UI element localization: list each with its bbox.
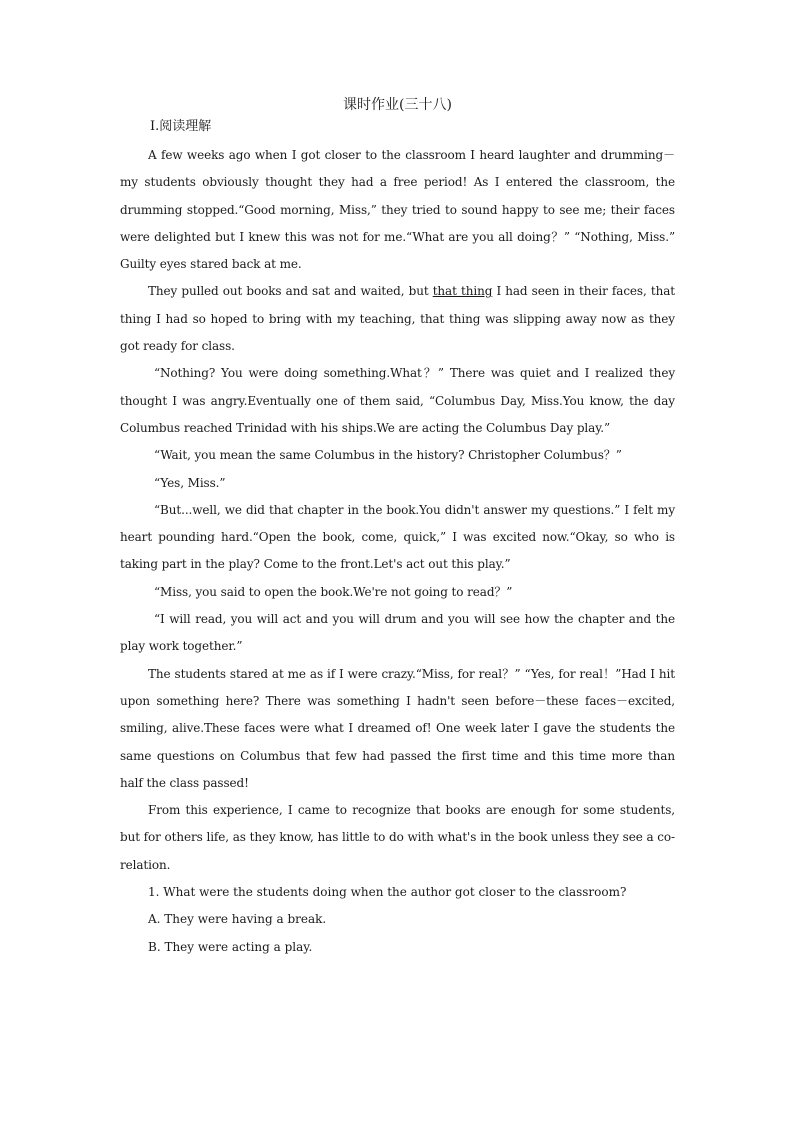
passage-paragraph-10: From this experience, I came to recognize that books are enough for some students, but for others life, as they know, has little to do with what's in the book unless they see a co-relation. — [120, 803, 675, 872]
section-heading: Ⅰ.阅读理解 — [150, 119, 212, 134]
paragraph-text: I had seen in their faces, that thing I had so hoped to bring with my teaching, that thing was slipping away now as they got ready for class. — [120, 284, 675, 354]
underlined-phrase: that thing — [432, 284, 493, 299]
question-stem: 1. What were the students doing when the author got closer to the classroom? — [148, 885, 627, 900]
passage-paragraph-9: The students stared at me as if I were crazy.“Miss, for real？” “Yes, for real！”Had I hit upon something here? There was something I hadn't seen before－these faces－excited, smiling, alive.These faces were what I dreamed of! One week later I gave the students the same questions on Columbus that few had passed the first time and this time more than half the class passed! — [120, 666, 675, 790]
answer-option-a: A. They were having a break. — [148, 912, 327, 927]
paragraph-text: They pulled out books and sat and waited, but — [148, 284, 433, 299]
passage-paragraph-7: “Miss, you said to open the book.We're not going to read？” — [154, 584, 513, 599]
passage-paragraph-8: “I will read, you will act and you will drum and you will see how the chapter and the play work together.” — [120, 612, 675, 654]
passage-paragraph-4: “Wait, you mean the same Columbus in the history? Christopher Columbus？” — [154, 448, 622, 463]
document-page — [120, 94, 675, 961]
answer-option-b: B. They were acting a play. — [148, 939, 313, 954]
passage-paragraph-3: “Nothing? You were doing something.What？” There was quiet and I realized they thought I was angry.Eventually one of them said, “Columbus Day, Miss.You know, the day Columbus reached Trinidad with his ships.We are acting the Columbus Day play.” — [120, 366, 675, 435]
passage-paragraph-6: “But...well, we did that chapter in the book.You didn't answer my questions.” I felt my heart pounding hard.“Open the book, come, quick,” I was excited now.“Okay, so who is taking part in the play? Come to the front.Let's act out this play.” — [120, 502, 675, 572]
passage-paragraph-2 — [120, 278, 675, 360]
page-title: 课时作业(三十八) — [343, 97, 452, 113]
passage-paragraph-5: “Yes, Miss.” — [154, 475, 226, 490]
passage-paragraph-1: A few weeks ago when I got closer to the classroom I heard laughter and drumming－my students obviously thought they had a free period! As I entered the classroom, the drumming stopped.“Good morning, Miss,” they tried to sound happy to see me; their faces were delighted but I knew this was not for me.“What are you all doing？” “Nothing, Miss.” Guilty eyes stared back at me. — [120, 148, 675, 272]
